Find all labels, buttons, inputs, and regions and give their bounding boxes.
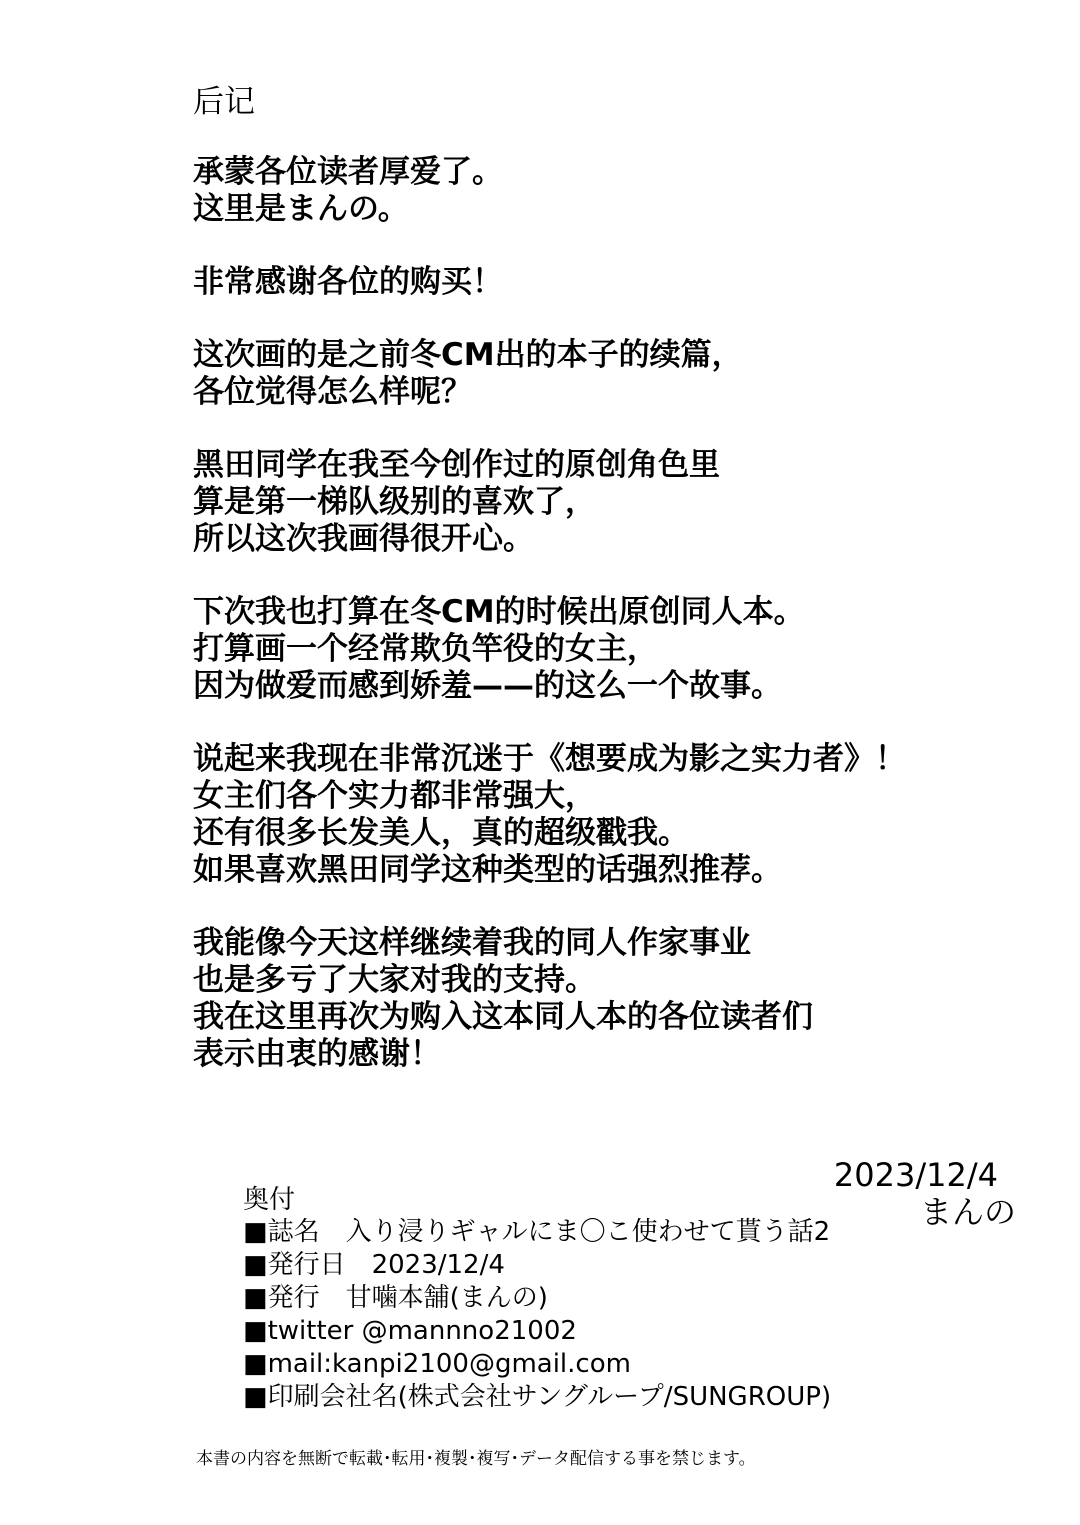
afterword-paragraph xyxy=(193,741,1053,889)
signature-author: まんの xyxy=(919,1193,1016,1231)
afterword-line: 黑田同学在我至今创作过的原创角色里 xyxy=(193,447,720,483)
afterword-paragraph xyxy=(193,925,1053,1073)
afterword-title: 后记 xyxy=(193,84,255,120)
afterword-line: 也是多亏了大家对我的支持。 xyxy=(193,962,596,998)
afterword-line: 表示由衷的感谢！ xyxy=(193,1036,441,1072)
afterword-line: 打算画一个经常欺负竿役的女主， xyxy=(193,631,658,667)
colophon-twitter: ■twitter @mannno21002 xyxy=(243,1316,577,1346)
afterword-line: 说起来我现在非常沉迷于《想要成为影之实力者》！ xyxy=(193,741,906,777)
afterword-line: 这次画的是之前冬CM出的本子的续篇， xyxy=(193,337,743,373)
afterword-paragraph xyxy=(193,447,1053,558)
afterword-line: 非常感谢各位的购买！ xyxy=(193,264,503,300)
afterword-line: 各位觉得怎么样呢？ xyxy=(193,374,472,410)
signature-date: 2023/12/4 xyxy=(833,1156,998,1194)
colophon xyxy=(243,1184,1023,1414)
afterword-line: 如果喜欢黑田同学这种类型的话强烈推荐。 xyxy=(193,852,782,888)
colophon-title-line: ■誌名 入り浸りギャルにま〇こ使わせて貰う話2 xyxy=(243,1217,831,1247)
afterword-line: 所以这次我画得很开心。 xyxy=(193,521,534,557)
afterword-paragraph xyxy=(193,264,1053,301)
colophon-publisher: ■発行 甘噛本舗(まんの) xyxy=(243,1283,548,1313)
afterword-line: 女主们各个实力都非常强大， xyxy=(193,778,596,814)
afterword-line: 这里是まんの。 xyxy=(193,191,409,227)
afterword-paragraph xyxy=(193,154,1053,228)
colophon-mail: ■mail:kanpi2100@gmail.com xyxy=(243,1349,631,1379)
afterword-paragraph xyxy=(193,337,1053,411)
afterword xyxy=(193,82,1053,1109)
afterword-line: 还有很多长发美人，真的超级戳我。 xyxy=(193,815,689,851)
afterword-line: 我能像今天这样继续着我的同人作家事业 xyxy=(193,925,751,961)
colophon-publish-date: ■発行日 2023/12/4 xyxy=(243,1250,505,1280)
afterword-paragraph xyxy=(193,594,1053,705)
colophon-title: 奥付 xyxy=(243,1185,296,1215)
copyright-disclaimer: 本書の内容を無断で転載･転用･複製･複写･データ配信する事を禁じます。 xyxy=(196,1449,756,1469)
afterword-line: 下次我也打算在冬CM的时候出原创同人本。 xyxy=(193,594,805,630)
colophon-printer: ■印刷会社名(株式会社サングループ/SUNGROUP) xyxy=(243,1382,832,1412)
afterword-line: 算是第一梯队级别的喜欢了， xyxy=(193,484,596,520)
afterword-line: 承蒙各位读者厚爱了。 xyxy=(193,154,503,190)
afterword-line: 我在这里再次为购入这本同人本的各位读者们 xyxy=(193,999,813,1035)
afterword-line: 因为做爱而感到娇羞——的这么一个故事。 xyxy=(193,668,782,704)
